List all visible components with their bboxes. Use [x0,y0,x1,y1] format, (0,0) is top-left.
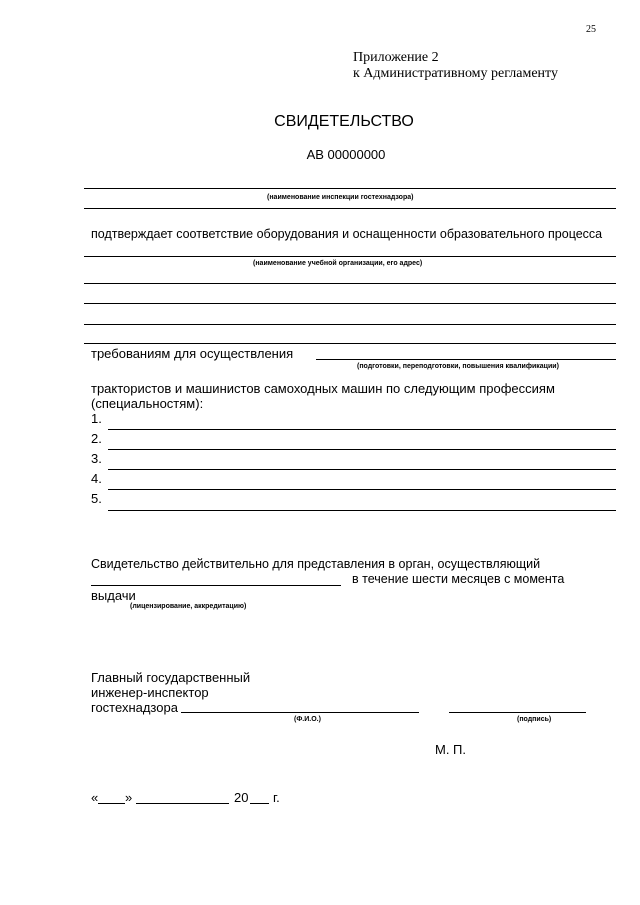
document-number: АВ 00000000 [306,147,386,162]
date-year-suffix: г. [273,790,280,805]
date-open-quote: « [91,790,99,805]
document-title: СВИДЕТЕЛЬСТВО [274,113,414,130]
training-type-line[interactable] [316,359,616,360]
inspector-title-1: Главный государственный [91,670,251,685]
organization-caption: (наименование учебной организации, его адрес) [253,260,423,267]
organization-line[interactable] [84,256,616,257]
validity-text-1: Свидетельство действительно для представления в орган, осуществляющий [91,557,541,571]
drivers-text: трактористов и машинистов самоходных машин по следующим профессиям [91,381,555,396]
inspection-name-line-2[interactable] [84,208,616,209]
specialties-text: (специальностям): [91,396,204,411]
profession-line-2[interactable] [108,449,616,450]
licensing-caption: (лицензирование, аккредитацию) [130,603,247,610]
inspector-title-3: гостехнадзора [91,700,178,715]
date-day-line[interactable] [98,803,125,804]
profession-line-1[interactable] [108,429,616,430]
signature-caption: (подпись) [517,716,552,723]
signature-line[interactable] [449,712,586,713]
confirms-text: подтверждает соответствие оборудования и оснащенности образовательного процесса [91,227,603,241]
inspection-caption: (наименование инспекции гостехнадзора) [267,194,414,201]
fio-caption: (Ф.И.О.) [294,716,321,723]
training-caption: (подготовки, переподготовки, повышения квалификации) [357,363,559,370]
validity-text-3: выдачи [91,588,136,603]
organization-line-3[interactable] [84,303,616,304]
date-close-quote: » [125,790,133,805]
list-number-5: 5. [91,491,102,506]
appendix-title: Приложение 2 [353,50,439,65]
page-number: 25 [586,24,596,35]
list-number-4: 4. [91,471,102,486]
list-number-2: 2. [91,431,102,446]
date-year-line[interactable] [250,803,269,804]
authority-line[interactable] [91,585,341,586]
date-month-line[interactable] [136,803,229,804]
profession-line-3[interactable] [108,469,616,470]
date-year-prefix: 20 [234,790,249,805]
validity-text-2: в течение шести месяцев с момента [352,572,565,586]
list-number-3: 3. [91,451,102,466]
requirements-text: требованиям для осуществления [91,346,294,361]
profession-line-5[interactable] [108,510,616,511]
organization-line-5[interactable] [84,343,616,344]
appendix-subtitle: к Административному регламенту [353,66,558,81]
organization-line-4[interactable] [84,324,616,325]
profession-line-4[interactable] [108,489,616,490]
inspection-name-line[interactable] [84,188,616,189]
stamp-place: М. П. [435,742,467,757]
fio-line[interactable] [181,712,419,713]
list-number-1: 1. [91,411,102,426]
organization-line-2[interactable] [84,283,616,284]
inspector-title-2: инженер-инспектор [91,685,209,700]
